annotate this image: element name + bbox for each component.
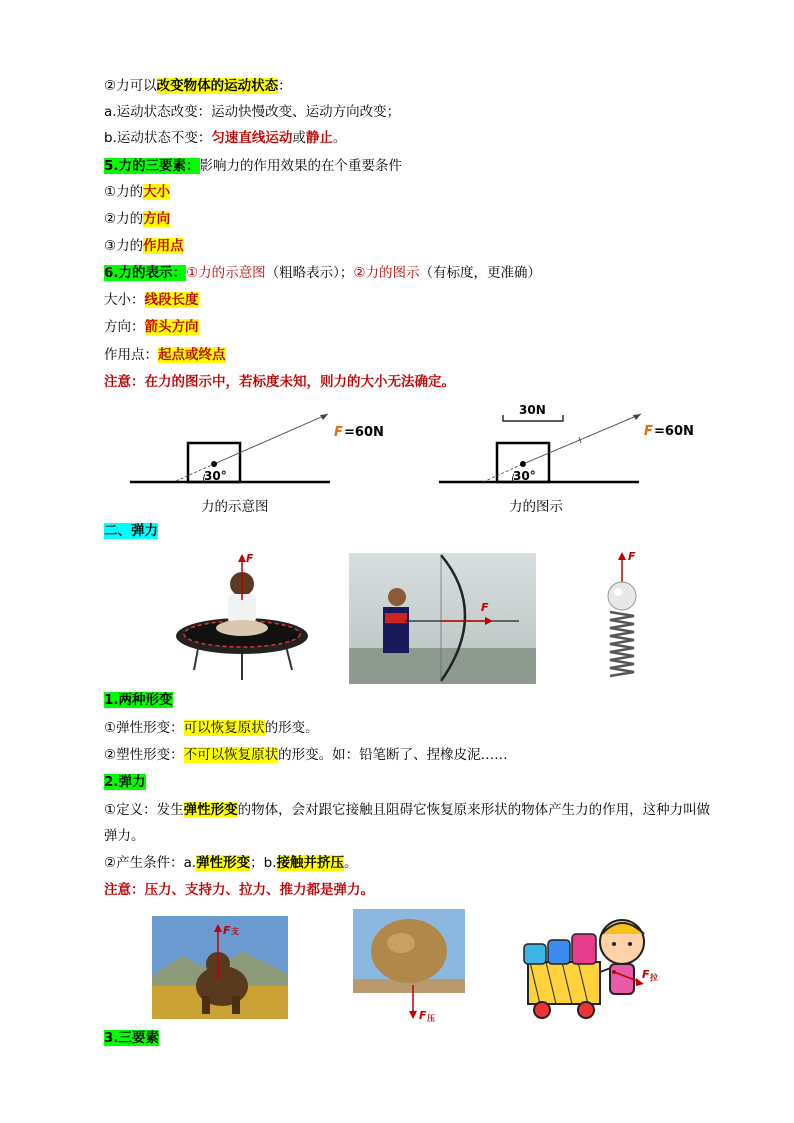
angle-label: 30° — [204, 469, 227, 483]
highlight: 不可以恢复原状 — [183, 747, 279, 763]
red-text: ②力的图示 — [353, 265, 420, 281]
line-app-point — [104, 345, 226, 365]
highlight: 弹性形变 — [183, 802, 238, 818]
text: 或 — [292, 130, 306, 146]
text: ②塑性形变： — [104, 747, 184, 763]
trampoline-photo — [172, 550, 312, 684]
caption-graph: 力的图示 — [509, 499, 563, 515]
red-text: 匀速直线运动 — [211, 130, 293, 146]
force-symbol: F — [642, 968, 650, 981]
line-size — [104, 290, 199, 310]
angle-label: 30° — [513, 469, 536, 483]
text: ③力的 — [104, 238, 144, 254]
green-heading: 3.三要素 — [104, 1030, 160, 1046]
caption-schematic: 力的示意图 — [201, 499, 269, 515]
point-of-action — [520, 461, 526, 467]
highlight: 可以恢复原状 — [183, 720, 265, 736]
line-elastic-deformation — [104, 718, 319, 738]
force-label: F — [246, 552, 254, 565]
highlight: 线段长度 — [144, 292, 199, 308]
force-symbol: F — [223, 924, 231, 937]
force-label: F — [628, 550, 636, 563]
force-schematic-diagram — [128, 412, 398, 492]
green-heading: 6.力的表示： — [104, 265, 187, 281]
green-heading: 5.力的三要素： — [104, 158, 200, 174]
highlight: 大小 — [143, 184, 171, 200]
green-heading: 2.弹力 — [104, 774, 146, 790]
line-direction — [104, 209, 170, 229]
force-line — [214, 414, 328, 464]
highlight: 起点或终点 — [158, 347, 226, 363]
force-symbol: F — [419, 1009, 427, 1022]
heading-three-elements-elastic — [104, 1028, 159, 1048]
press-subscript: 压 — [427, 1014, 435, 1023]
bear-photo — [152, 916, 288, 1019]
force-label: F — [481, 601, 489, 614]
text: ②力可以 — [104, 78, 157, 94]
spring-ball-photo — [598, 548, 648, 684]
force-symbol: F — [644, 424, 653, 439]
arrow-head — [320, 414, 328, 420]
support-subscript: 支 — [231, 927, 239, 936]
rock-photo — [353, 909, 465, 1024]
scale-label: 30N — [519, 403, 546, 417]
text: b.运动状态不变： — [104, 130, 212, 146]
highlight: 方向 — [143, 211, 171, 227]
text: ①弹性形变： — [104, 720, 184, 736]
text: 的形变。如：铅笔断了、捏橡皮泥…… — [278, 747, 508, 763]
highlight: 改变物体的运动状态 — [156, 78, 279, 94]
text: ： — [278, 78, 292, 94]
line-motion-changed: a.运动状态改变：运动快慢改变、运动方向改变； — [104, 104, 401, 120]
force-value: =60N — [654, 424, 694, 439]
heading-force-representation — [104, 263, 541, 283]
text: ②力的 — [104, 211, 144, 227]
red-text: 静止 — [305, 130, 333, 146]
line-magnitude — [104, 182, 170, 202]
red-text: ①力的示意图 — [186, 265, 266, 281]
heading-two-deformations — [104, 690, 173, 710]
text: （有标度，更准确） — [419, 265, 541, 281]
text: 的形变。 — [264, 720, 319, 736]
highlight: 接触并挤压 — [276, 855, 345, 871]
text: 方向： — [104, 319, 145, 335]
green-heading: 1.两种形变 — [104, 692, 173, 708]
cyan-heading: 二、弹力 — [104, 523, 158, 539]
text: ②产生条件：a. — [104, 855, 197, 871]
text: 影响力的作用效果的在个重要条件 — [199, 158, 403, 174]
highlight: 弹性形变 — [196, 855, 251, 871]
text: 作用点： — [104, 347, 158, 363]
note-scale: 注意：在力的图示中，若标度未知，则力的大小无法确定。 — [104, 374, 455, 390]
text: ①力的 — [104, 184, 144, 200]
text: 。 — [332, 130, 347, 146]
force-graph-diagram — [437, 400, 707, 492]
archer-photo — [349, 553, 536, 684]
line-change-motion — [104, 76, 292, 96]
section-elastic-force — [104, 521, 158, 541]
text: ①定义：发生 — [104, 802, 184, 818]
text: ；b. — [250, 855, 277, 871]
pull-subscript: 拉 — [650, 973, 658, 982]
cart-cartoon — [510, 912, 666, 1024]
line-plastic-deformation — [104, 745, 508, 765]
force-symbol: F — [334, 425, 343, 440]
highlight: 作用点 — [143, 238, 184, 254]
line-motion-unchanged — [104, 128, 346, 148]
line-dir — [104, 317, 199, 337]
line-conditions — [104, 853, 358, 873]
text: 。 — [344, 855, 358, 871]
definition-paragraph — [104, 797, 714, 849]
heading-three-elements — [104, 156, 402, 176]
text: 的物体，会对跟它接触且阻碍它恢复原来形状的物体产生力的作用，这种力叫做弹力。 — [104, 802, 711, 844]
text: （粗略表示）； — [265, 265, 354, 281]
line-point — [104, 236, 184, 256]
note-elastic-types: 注意：压力、支持力、拉力、推力都是弹力。 — [104, 882, 374, 898]
highlight: 箭头方向 — [144, 319, 199, 335]
heading-elastic-force — [104, 772, 146, 792]
text: 大小： — [104, 292, 145, 308]
point-of-action — [211, 461, 217, 467]
arrow-head — [633, 414, 641, 420]
force-value: =60N — [344, 425, 384, 440]
